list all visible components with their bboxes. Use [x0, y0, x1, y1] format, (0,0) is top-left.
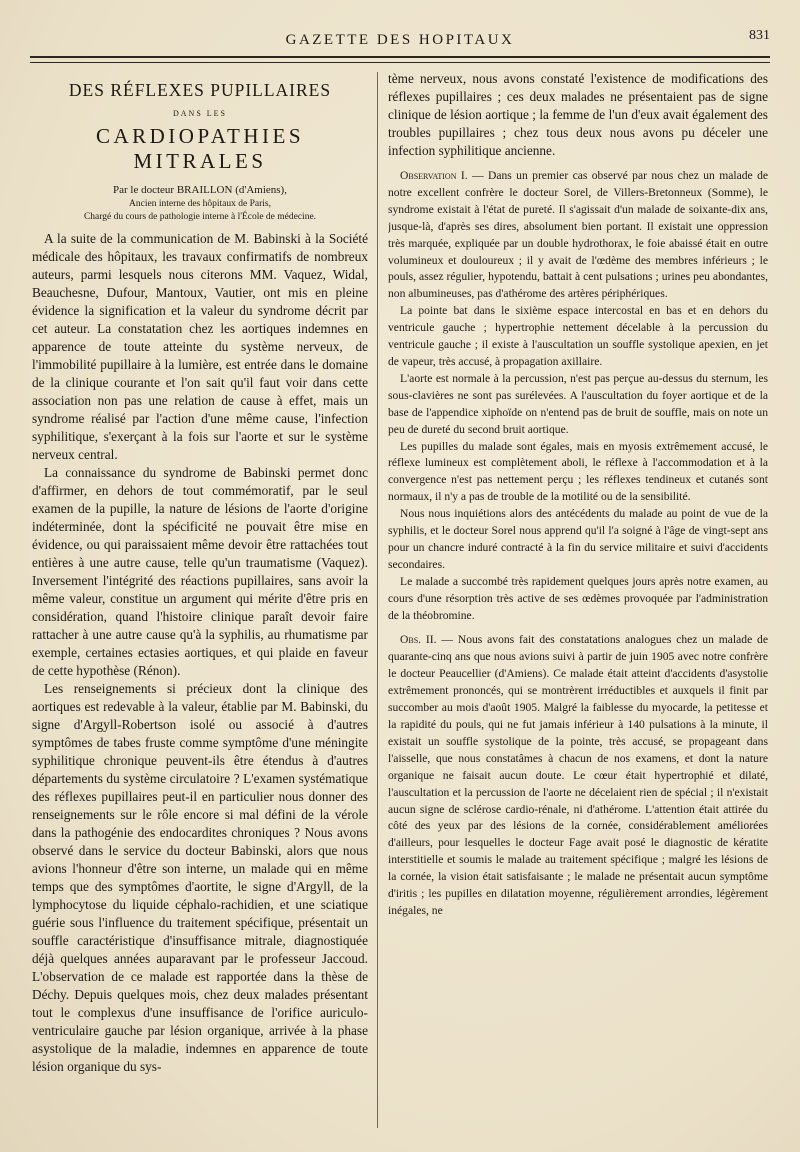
- article-title-line2: CARDIOPATHIES MITRALES: [95, 124, 305, 173]
- observation-1: [388, 168, 768, 303]
- article-title-line1: DES RÉFLEXES PUPILLAIRES: [68, 80, 332, 100]
- paragraph: Le malade a succombé très rapidement quelques jours après notre examen, au cours d'une résorption très active de ses œdèmes provoquée par l'administration de la théobromine.: [388, 574, 768, 622]
- observation-2-text: — Nous avons fait des constatations analogues chez un malade de quarante-cinq ans que nous avions suivi à partir de juin 1905 avec notre confrère le docteur Peaucellier (d'Amiens). Ce malade était atteint d'accidents d'asystolie extrêmement prononcés, qui se montrèrent irréductibles et auxquels il finit par succomber au mois d'août 1905. Malgré la faiblesse du myocarde, la petitesse et la rapidité du pouls, qui ne fut jamais inférieur à 140 pulsations à la minute, il existait un souffle systolique de la pointe, très accusé, se propageant dans l'aisselle, que nous constatâmes à chacun de nos examens, et dont la nature organique ne faisait aucun doute. Le cœur était hypertrophié et dilaté, l'auscultation et la percussion de l'aorte ne décelaient rien de spécial ; il n'existait aucun signe de sclérose cardio-rénale, ni d'athérome. L'attention était attirée du côté des yeux par des lésions de la cornée, considérablement améliorées d'ailleurs, pour lesquelles le docteur Fage avait posé le diagnostic de kératite interstitielle et soumis le malade au traitement spécifique ; malgré les lésions de la cornée, la vision était satisfaisante ; le malade ne présentait aucun symptôme d'iritis ; les pupilles en dilatation moyenne, régulièrement arrondies, légèrement inégales, ne: [388, 633, 768, 917]
- observation-2: [388, 632, 768, 919]
- paragraph: A la suite de la communication de M. Babinski à la Société médicale des hôpitaux, les travaux confirmatifs de nombreux auteurs, parmi lesquels nous citerons MM. Vaquez, Widal, Beauchesne, Dufour, Mantoux, Vautier, ont mis en pleine évidence la signification et la valeur du syndrome décrit par cet auteur. La constatation chez les aortiques indemnes en apparence de toute atteinte du système nerveux, de l'immobilité pupillaire à la lumière, est entrée dans le domaine de la clinique courante et l'on sait qu'il faut voir dans cette association non pas une relation de cause à effet, mais un syndrome réalisé par l'action d'une même cause, l'infection syphilitique, s'exerçant à la fois sur l'aorte et sur le système nerveux central.: [32, 231, 368, 462]
- page-header: [30, 28, 770, 58]
- observation-2-label: Obs. II.: [400, 633, 437, 647]
- column-divider: [377, 72, 378, 1128]
- paragraph: Les pupilles du malade sont égales, mais en myosis extrêmement accusé, le réflexe lumineux est complètement aboli, le réflexe à l'accommodation et à la convergence n'est pas nettement perçu ; les réflexes tendineux et cutanés sont normaux, il n'y a pas de trouble de la motilité ou de la sensibilité.: [388, 439, 768, 504]
- header-rule-thin: [30, 62, 770, 63]
- paragraph: L'aorte est normale à la percussion, n'est pas perçue au-dessus du sternum, les sous-clavières ne sont pas surélevées. A l'auscultation du foyer aortique et de la base de l'appendice xiphoïde on n'entend pas de bruit de souffle, mais on note un peu de dureté du second bruit aortique.: [388, 371, 768, 436]
- paragraph: La pointe bat dans le sixième espace intercostal en bas et en dehors du ventricule gauche ; hypertrophie nettement décelable à la percussion du ventricule gauche ; il existe à l'auscultation un souffle systolique apexien, en jet de vapeur, très accusé, à propagation axillaire.: [388, 304, 768, 368]
- author-affiliation-1: Ancien interne des hôpitaux de Paris,: [129, 199, 271, 209]
- paragraph: Les renseignements si précieux dont la clinique des aortiques est redevable à la valeur, établie par M. Babinski, du signe d'Argyll-Robertson isolé ou associé à d'autres symptômes de tabes fruste comme symptôme d'une méningite syphilitique chronique peuvent-ils être étendus à d'autres départements du système circulatoire ? L'examen systématique des réflexes pupillaires peut-il en particulier nous donner des renseignements sur le rôle encore si mal défini de la vérole dans la pathogénie des endocardites chroniques ? Nous avons observé dans le service du docteur Babinski, alors que nous avions l'honneur d'être son interne, un malade qui en même temps que des symptômes d'aortite, le signe d'Argyll, de la lymphocytose du liquide céphalo-rachidien, et une sciatique guérie sous l'influence du traitement spécifique, présentait un souffle caractéristique d'insuffisance mitrale, diagnostiquée déjà quelques années auparavant par le professeur Jaccoud. L'observation de ce malade est rapportée dans la thèse de Déchy. Depuis quelques mois, chez deux malades présentant tout le complexus d'une insuffisance de l'orifice auriculo-ventriculaire gauche par lésion organique, arrivée à la phase asystolique de la maladie, indemnes en apparence de toute lésion organique du sys-: [32, 681, 368, 1074]
- observation-1-text: — Dans un premier cas observé par nous chez un malade de notre excellent confrère le docteur Sorel, de Villers-Bretonneux (Somme), le syndrome existait à l'état de pureté. Il s'agissait d'un malade de soixante-dix ans, jusque-là, d'après ses dires, absolument bien portant. Il existait une oppression très marquée, expliquée par un double hydrothorax, le foie abaissé était en outre volumineux et douloureux ; il y avait de l'œdème des membres inférieurs ; le pouls, assez régulier, hypotendu, battait à cent pulsations ; urines peu abondantes, non albumineuses, pas d'athérome des artères périphériques.: [388, 169, 768, 301]
- running-title: GAZETTE DES HOPITAUX: [285, 32, 515, 48]
- header-rule: [30, 56, 770, 58]
- left-column: [32, 70, 368, 1132]
- paragraph: Nous nous inquiétions alors des antécédents du malade au point de vue de la syphilis, et le docteur Sorel nous apprend qu'il l'a soigné à l'âge de vingt-sept ans pour un chancre induré contracté à la fin du service militaire et suivi d'accidents secondaires.: [388, 507, 768, 571]
- observation-1-label: Observation I.: [400, 169, 468, 182]
- right-column: [388, 70, 768, 1132]
- paragraph: La connaissance du syndrome de Babinski permet donc d'affirmer, en dehors de tout commémoratif, par le seul examen de la pupille, la nature de lésions de l'aorte d'origine indéterminée, dont la spécificité ne pouvait être mise en évidence, ou qui paraissaient même devoir être rattachées tout entières à une autre cause, telle qu'un traumatisme (Vaquez). Inversement l'intégrité des réactions pupillaires, sans avoir la même valeur, constitue un argument qui mérite d'être pris en considération, quand l'histoire clinique paraît devoir faire rattacher à une autre cause qu'à la syphilis, au rhumatisme par exemple, certaines ectasies aortiques, et qui plaide en faveur de cette hypothèse (Rénon).: [32, 465, 368, 678]
- page-number: 831: [749, 28, 770, 43]
- article-title-dans-les: DANS LES: [172, 109, 227, 118]
- paragraph-continued: tème nerveux, nous avons constaté l'existence de modifications des réflexes pupillaires ; ces deux malades ne présentaient pas de signe clinique de lésion aortique ; la femme de l'un d'eux avait également des troubles pupillaires ; chez tous deux nous avons pu déceler une infection syphilitique ancienne.: [388, 71, 768, 158]
- author-affiliation-2: Chargé du cours de pathologie interne à l'École de médecine.: [83, 212, 317, 222]
- article-author: Par le docteur BRAILLON (d'Amiens),: [113, 184, 287, 196]
